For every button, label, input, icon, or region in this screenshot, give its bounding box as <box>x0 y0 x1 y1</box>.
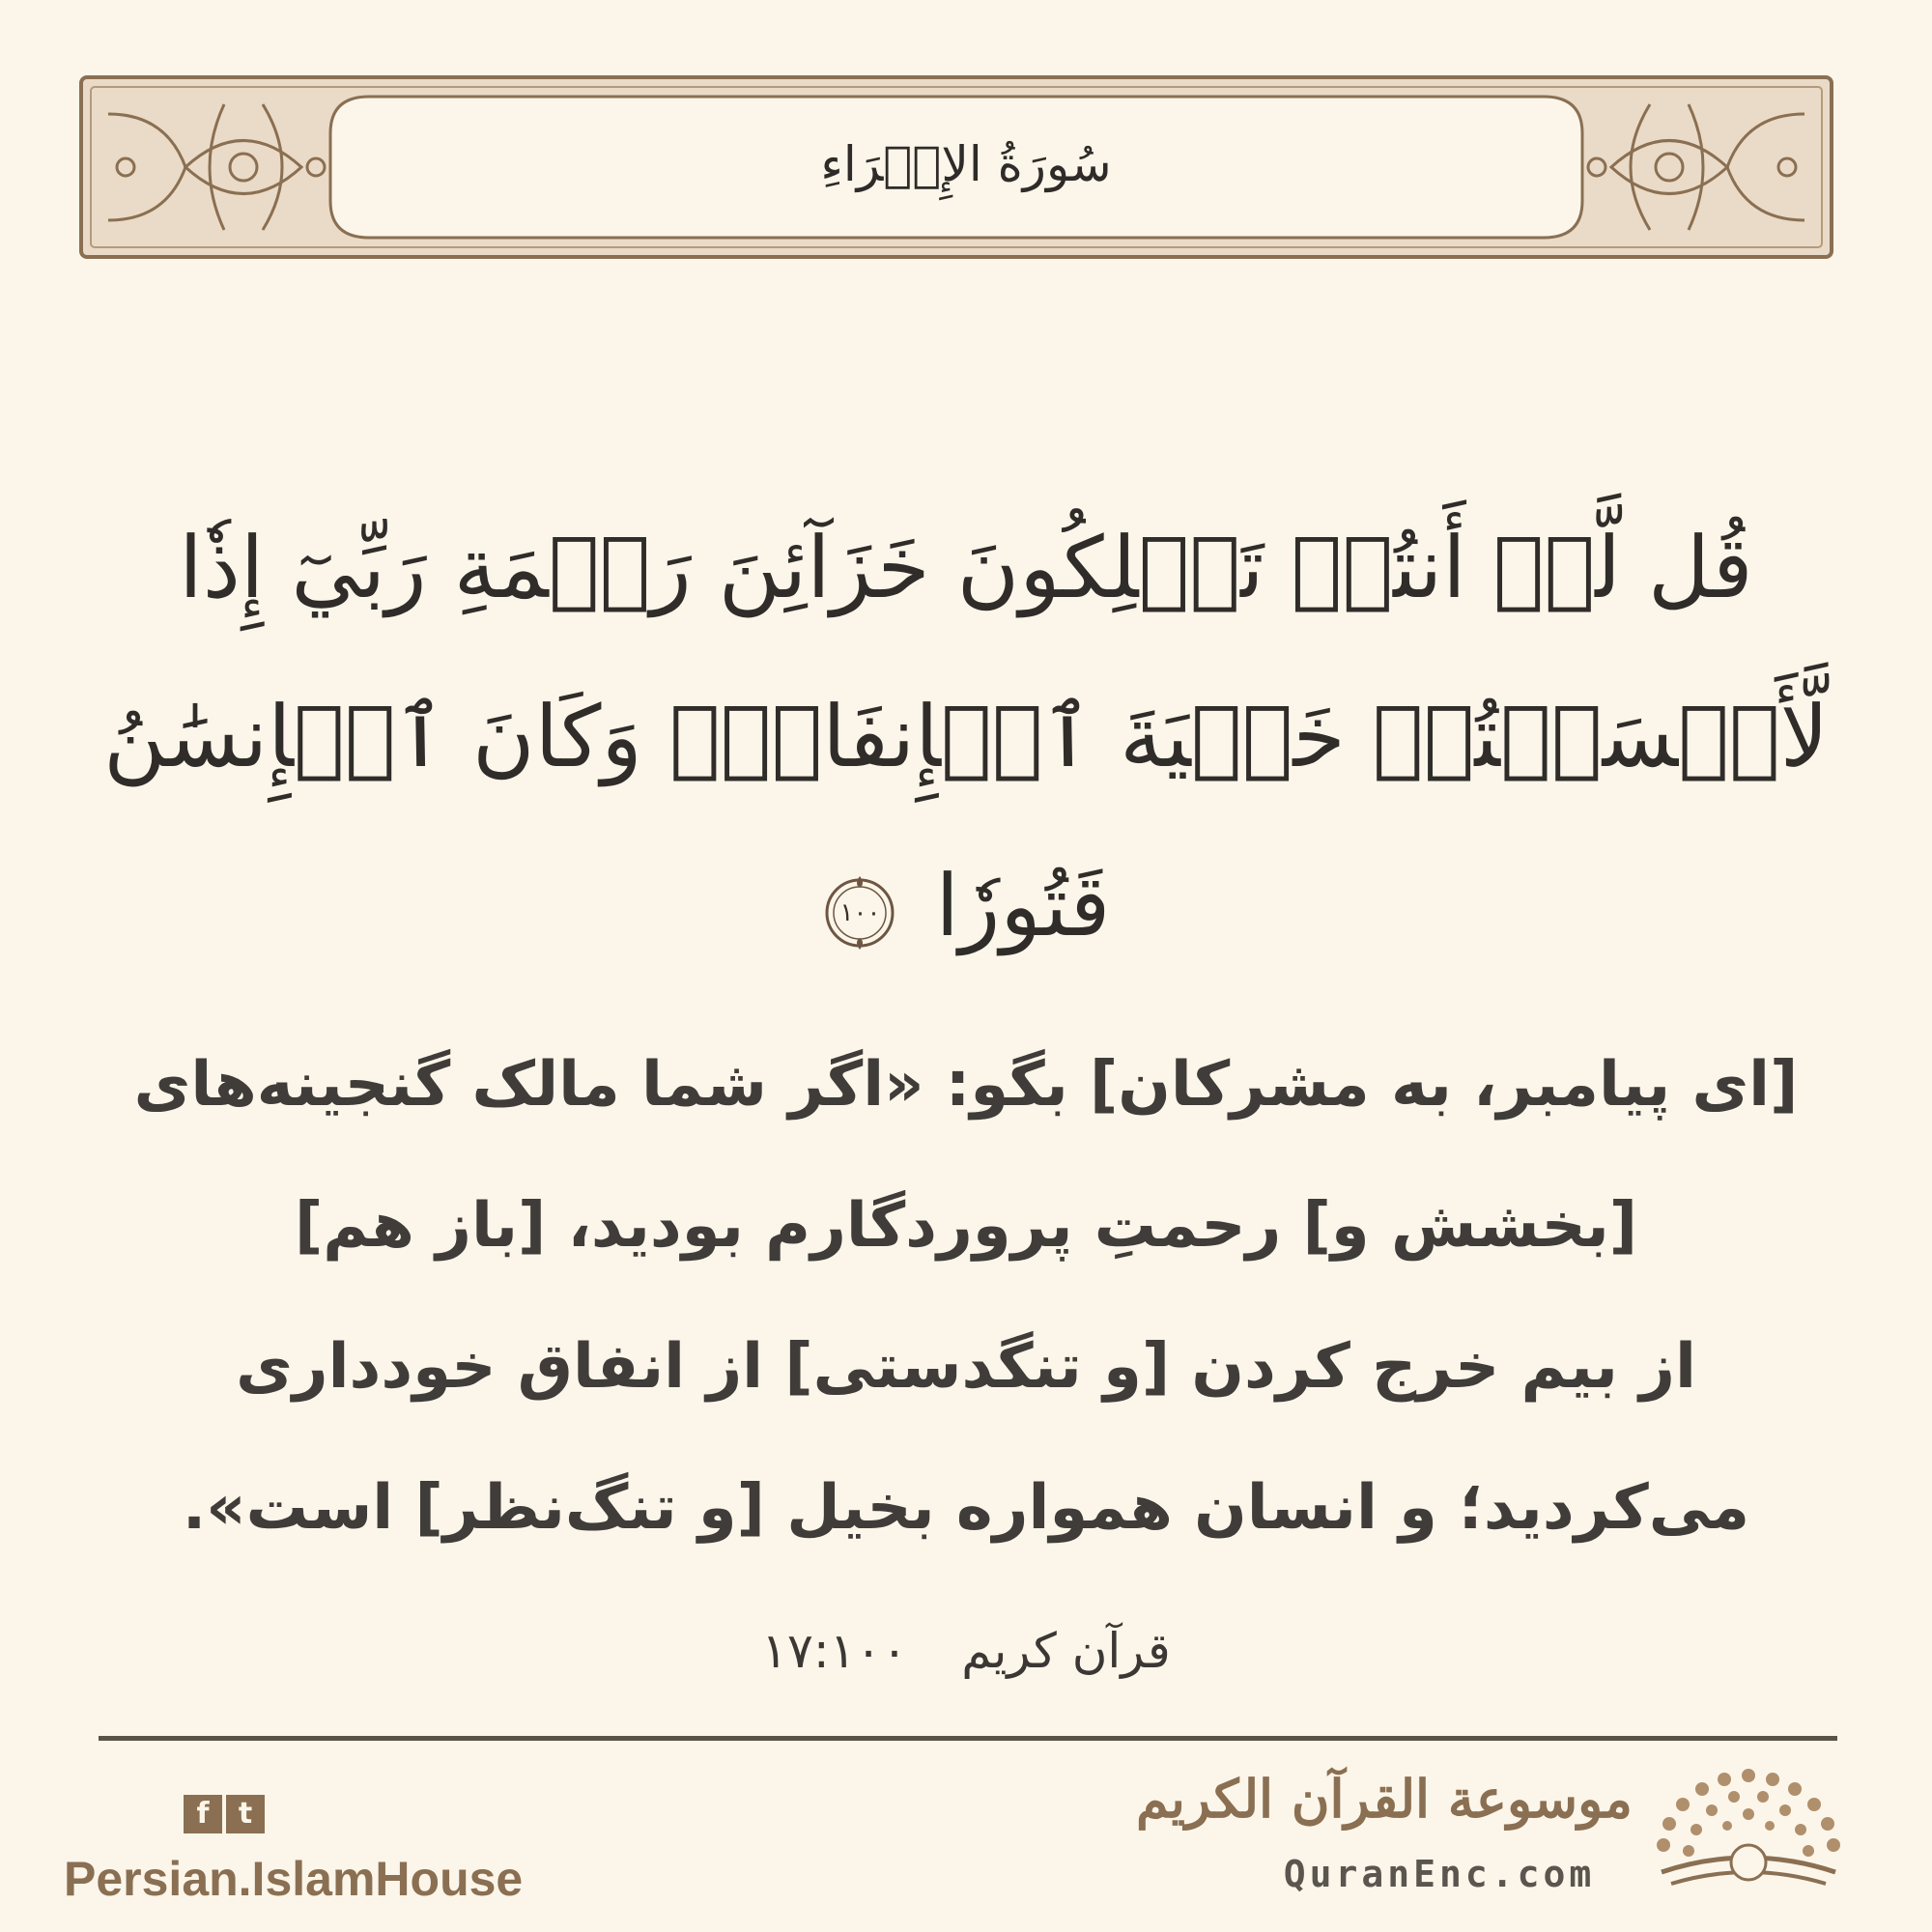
ayah-number: ١٠٠ <box>839 898 881 928</box>
twitter-icon[interactable]: t <box>226 1795 265 1833</box>
verse-line-1: قُل لَّوۡ أَنتُمۡ تَمۡلِكُونَ خَزَآئِنَ رَحۡمَةِ رَبِّيٓ إِذٗا <box>179 518 1753 617</box>
reference-label: قرآن کریم <box>961 1623 1171 1679</box>
reference-citation: ١٧:١٠٠ <box>761 1623 908 1679</box>
ayah-number-marker <box>821 874 898 952</box>
islamhouse-site-link[interactable]: Persian.IslamHouse <box>64 1852 524 1906</box>
quranenc-arabic-name: موسوعة القرآن الكريم <box>1135 1768 1633 1830</box>
verse-line-2 <box>68 652 1864 990</box>
verse-reference <box>0 1623 1932 1679</box>
surah-title: سُورَةُ الإِسۡرَاءِ <box>820 136 1112 192</box>
translation-line-3: از بیم خرج کردن [و تنگدستی] از انفاق خودداری <box>236 1331 1696 1403</box>
social-links <box>184 1795 269 1833</box>
translation-line-2: [بخشش و] رحمتِ پروردگارم بودید، [باز هم] <box>295 1190 1637 1262</box>
facebook-icon[interactable]: f <box>184 1795 222 1833</box>
quranenc-site-link[interactable]: QuranEnc.com <box>1283 1853 1596 1895</box>
verse-line-2-text: لَّأَمۡسَكۡتُمۡ خَشۡيَةَ ٱلۡإِنفَاقِۚ وَكَانَ ٱلۡإِنسَٰنُ قَتُورٗا <box>103 687 1829 955</box>
translation-line-1: [ای پیامبر، به مشرکان] بگو: «اگر شما مالک گنجینه‌های <box>133 1049 1799 1121</box>
translation-line-4: می‌کردید؛ و انسان همواره بخیل [و تنگ‌نظر] است». <box>182 1472 1750 1544</box>
quranenc-logo-icon <box>1642 1756 1855 1901</box>
quran-verse <box>68 483 1864 990</box>
persian-translation <box>39 1014 1893 1578</box>
footer-divider <box>99 1736 1837 1741</box>
